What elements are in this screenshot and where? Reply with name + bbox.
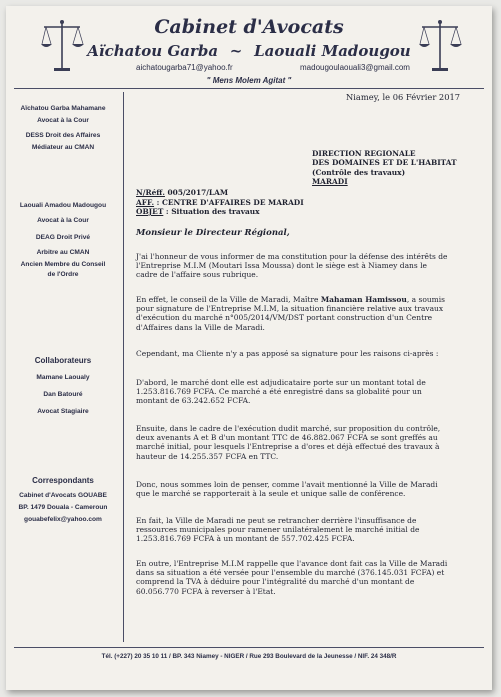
text-line: que le marché se rapporterait à la seule et unique salle de conférence. [136, 489, 406, 499]
sidebar-collaborators [10, 356, 116, 416]
name-separator: ~ [229, 42, 243, 60]
text-line: 1.253.816.769 FCFA à un montant de 557.702.425 FCFA. [136, 534, 355, 544]
lawyer-name: Mahaman Hamissou [320, 295, 407, 304]
partner-names [6, 42, 492, 60]
text-line: 1.253.816.769 FCFA. Ce marché a été enregistré dans sa globalité pour un [136, 387, 422, 397]
text-line: J'ai l'honneur de vous informer de ma constitution pour la défense des intérêts de [136, 252, 448, 261]
paragraph-5 [136, 424, 480, 461]
sidebar-line: Avocat Stagiaire [37, 408, 89, 415]
sidebar-line: Mamane Laoualy [36, 374, 90, 381]
firm-motto: " Mens Molem Agitat " [206, 76, 292, 85]
sidebar-line: DESS Droit des Affaires [25, 132, 101, 139]
objet-label: OBJET [136, 207, 164, 216]
sidebar-line: DEAG Droit Privé [35, 234, 91, 241]
sidebar-divider [123, 92, 124, 642]
text-line: marché initial, pour lesquels l'Entreprise a d'ores et déjà effectué des travaux à [136, 442, 440, 452]
text-line: montant de 63.242.652 FCFA. [136, 396, 251, 406]
sidebar-line: de l'Ordre [47, 271, 79, 278]
paragraph-4 [136, 378, 480, 406]
ref-value: 005/2017/LAM [167, 188, 229, 197]
paragraph-1 [136, 252, 480, 280]
greeting: Monsieur le Directeur Régional, [136, 228, 290, 238]
sidebar-line: BP. 1479 Douala - Cameroun [18, 504, 108, 511]
recipient-block [312, 149, 457, 186]
text-line: D'abord, le marché dont elle est adjudicataire porte sur un montant total de [136, 378, 426, 387]
sidebar-line: Cabinet d'Avocats GOUABE [19, 492, 107, 499]
letter-date: Niamey, le 06 Février 2017 [346, 92, 461, 102]
partner-email-2: madougoulaouali3@gmail.com [300, 63, 410, 72]
ref-label: N/Réff. [136, 188, 165, 197]
partner-email-1: aichatougarba71@yahoo.fr [136, 63, 233, 72]
aff-value: : CENTRE D'AFFAIRES DE MARADI [156, 197, 304, 207]
text-line: ressources municipales pour ramener unilatéralement le marché initial de [136, 525, 420, 535]
text-line: d'exécution du marché n°005/2014/VM/DST portant construction d'un Centre [136, 313, 433, 323]
text-line: d'Affaires dans la Ville de Maradi. [136, 322, 265, 332]
paragraph-3 [136, 349, 480, 358]
paragraph-6 [136, 480, 480, 498]
recipient-line: (Contrôle des travaux) [312, 167, 406, 177]
text-line: Ensuite, dans le cadre de l'exécution dudit marché, sur proposition du contrôle, [136, 424, 441, 433]
text-line: En fait, la Ville de Maradi ne peut se retrancher derrière l'insuffisance de [136, 516, 417, 525]
paragraph-2 [136, 295, 480, 332]
sidebar-line: Ancien Membre du Conseil [20, 261, 106, 268]
paragraph-8 [136, 559, 480, 596]
text-line: 60.056.770 FCFA à reverser à l'Etat. [136, 586, 276, 596]
text-line: dans sa situation a été versée pour l'ensemble du marché (376.145.031 FCFA) et [136, 568, 445, 578]
recipient-line: DIRECTION REGIONALE [312, 149, 416, 158]
sidebar-line: Avocat à la Cour [37, 117, 89, 124]
sidebar-line: Laouali Amadou Madougou [19, 202, 107, 209]
text-line: Cependant, ma Cliente n'y a pas apposé sa signature pour les raisons ci-après : [136, 349, 439, 358]
text-line: pour signature de l'Entreprise M.I.M, la situation financière relative aux travaux [136, 304, 444, 314]
sidebar-line: Dan Batouré [43, 391, 83, 398]
sidebar-line: Médiateur au CMAN [31, 144, 95, 151]
sidebar-partner-2 [10, 201, 116, 279]
sidebar-line: Arbitre au CMAN [36, 249, 90, 256]
sidebar-correspondents [10, 476, 116, 524]
recipient-line: MARADI [312, 176, 348, 186]
sidebar-line: Aïchatou Garba Mahamane [20, 105, 106, 112]
footer-divider [14, 647, 484, 648]
reference-block [136, 188, 304, 217]
text-line: En outre, l'Entreprise M.I.M rappelle que l'avance dont fait cas la Ville de Maradi [136, 559, 448, 568]
sidebar-line: Avocat à la Cour [37, 217, 89, 224]
collaborators-heading: Collaborateurs [34, 356, 92, 365]
letter-page [6, 6, 492, 690]
text-run: , a soumis [406, 295, 446, 304]
text-run: En effet, le conseil de la Ville de Maradi, Maître [136, 295, 321, 304]
recipient-line: DES DOMAINES ET DE L'HABITAT [312, 158, 457, 168]
text-line: comprend la TVA à déduire pour l'intégralité du marché d'un montant de [136, 577, 415, 587]
sidebar-line: gouabefelix@yahoo.com [24, 516, 102, 523]
paragraph-7 [136, 516, 480, 544]
correspondents-heading: Correspondants [32, 476, 94, 485]
text-line: deux avenants A et B d'un montant TTC de 46.882.067 FCFA se sont greffés au [136, 433, 438, 443]
objet-value: : Situation des travaux [165, 207, 260, 216]
partner-name-2: Laouali Madougou [254, 42, 411, 60]
header-divider [14, 88, 484, 89]
text-line: l'Entreprise M.I.M (Moutari Issa Moussa) dont le siège est à Niamey dans le [136, 261, 427, 271]
text-line: Donc, nous sommes loin de penser, comme l'avait mentionné la Ville de Maradi [136, 480, 438, 489]
firm-title: Cabinet d'Avocats [154, 16, 344, 38]
aff-label: AFF. [136, 197, 155, 207]
text-line: cadre de l'affaire sous rubrique. [136, 270, 259, 280]
text-line: hauteur de 14.255.357 FCFA en TTC. [136, 451, 279, 461]
partner-name-1: Aïchatou Garba [87, 42, 219, 60]
sidebar-partner-1 [10, 104, 116, 152]
footer-contact: Tél. (+227) 20 35 10 11 / BP. 343 Niamey - NIGER / Rue 293 Boulevard de la Jeunesse / NIF. 24 348/R [101, 653, 397, 660]
